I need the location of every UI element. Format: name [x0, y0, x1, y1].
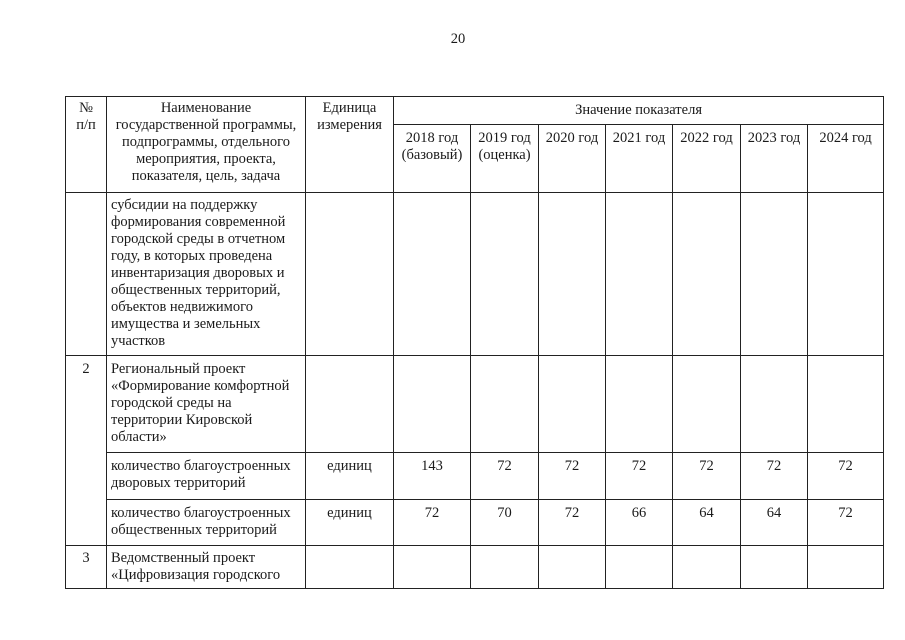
- value-cell: [471, 546, 539, 589]
- value-cell-2019: 72: [471, 453, 539, 500]
- header-row: [66, 97, 884, 125]
- table-row: [66, 356, 884, 453]
- row-num-cell: 3: [66, 546, 107, 589]
- year-label: 2022 год: [680, 130, 733, 146]
- value-cell: [394, 356, 471, 453]
- year-note: (базовый): [401, 147, 463, 163]
- name-line: «Формирование комфортной: [111, 378, 290, 394]
- value-cell-2021: 72: [606, 453, 673, 500]
- year-label: 2024 год: [819, 130, 872, 146]
- year-label: 2023 год: [747, 130, 801, 146]
- value-cell-2022: 72: [673, 453, 741, 500]
- header-year-2023: [741, 125, 808, 193]
- value-cell: [539, 193, 606, 356]
- header-unit-cell: [306, 97, 394, 193]
- value-cell: [606, 193, 673, 356]
- indicator-table: [65, 96, 884, 589]
- value-cell-2021: 66: [606, 500, 673, 546]
- table-row: [66, 500, 884, 546]
- header-name-line: подпрограммы, отдельного: [122, 134, 290, 150]
- row-unit-cell: [306, 193, 394, 356]
- value-cell-2019: 70: [471, 500, 539, 546]
- value-cell: [394, 193, 471, 356]
- header-year-2022: [673, 125, 741, 193]
- name-line: инвентаризация дворовых и: [111, 265, 285, 281]
- header-unit-line: измерения: [317, 117, 382, 133]
- header-year-2018: [394, 125, 471, 193]
- year-label: 2019 год: [478, 130, 531, 146]
- year-label: 2018 год: [405, 130, 459, 146]
- value-cell: [808, 546, 884, 589]
- value-cell: [539, 356, 606, 453]
- value-cell: [471, 193, 539, 356]
- row-name-cell: [107, 193, 306, 356]
- year-note: (оценка): [478, 147, 531, 163]
- table-row: [66, 546, 884, 589]
- row-unit-cell: единиц: [306, 453, 394, 500]
- row-name-cell: [107, 356, 306, 453]
- header-year-2021: [606, 125, 673, 193]
- value-cell: [741, 193, 808, 356]
- value-cell-2024: 72: [808, 453, 884, 500]
- name-line: количество благоустроенных: [111, 505, 291, 521]
- name-line: городской среды на: [111, 395, 232, 411]
- name-line: имущества и земельных: [111, 316, 261, 332]
- header-name-line: показателя, цель, задача: [131, 168, 281, 184]
- header-name-line: мероприятия, проекта,: [136, 151, 276, 167]
- value-cell: [741, 546, 808, 589]
- row-name-cell: [107, 546, 306, 589]
- value-cell-2018: 72: [394, 500, 471, 546]
- row-unit-cell: [306, 356, 394, 453]
- table-row: [66, 193, 884, 356]
- table-row: [66, 453, 884, 500]
- header-name-line: государственной программы,: [115, 117, 297, 133]
- value-cell: [808, 193, 884, 356]
- header-unit-line: Единица: [322, 100, 377, 116]
- row-num-cell: [66, 193, 107, 356]
- name-line: участков: [111, 333, 166, 349]
- name-line: дворовых территорий: [111, 475, 246, 491]
- value-cell: [606, 356, 673, 453]
- name-line: году, в которых проведена: [111, 248, 273, 264]
- name-line: Ведомственный проект: [111, 550, 256, 566]
- row-unit-cell: [306, 546, 394, 589]
- year-label: 2021 год: [612, 130, 666, 146]
- name-line: субсидии на поддержку: [111, 197, 258, 213]
- value-cell-2018: 143: [394, 453, 471, 500]
- name-line: области»: [111, 429, 167, 445]
- name-line: «Цифровизация городского: [111, 567, 281, 583]
- name-line: общественных территорий: [111, 522, 277, 538]
- value-cell-2020: 72: [539, 453, 606, 500]
- row-unit-cell: единиц: [306, 500, 394, 546]
- value-cell-2020: 72: [539, 500, 606, 546]
- header-num-line: п/п: [76, 117, 96, 133]
- value-cell: [673, 193, 741, 356]
- header-value-group: Значение показателя: [394, 97, 884, 125]
- value-cell: [673, 546, 741, 589]
- header-name-line: Наименование: [160, 100, 252, 116]
- row-name-cell: [107, 453, 306, 500]
- name-line: формирования современной: [111, 214, 286, 230]
- header-num-cell: [66, 97, 107, 193]
- name-line: количество благоустроенных: [111, 458, 291, 474]
- header-year-2024: [808, 125, 884, 193]
- name-line: территории Кировской: [111, 412, 253, 428]
- value-cell: [673, 356, 741, 453]
- value-cell: [539, 546, 606, 589]
- name-line: общественных территорий,: [111, 282, 281, 298]
- value-cell-2024: 72: [808, 500, 884, 546]
- header-year-2020: [539, 125, 606, 193]
- page-number: 20: [450, 31, 466, 47]
- value-cell-2022: 64: [673, 500, 741, 546]
- value-cell: [606, 546, 673, 589]
- value-cell: [808, 356, 884, 453]
- value-cell: [394, 546, 471, 589]
- value-cell: [741, 356, 808, 453]
- name-line: объектов недвижимого: [111, 299, 253, 315]
- header-name-cell: [107, 97, 306, 193]
- value-cell-2023: 64: [741, 500, 808, 546]
- header-num-line: №: [79, 100, 93, 116]
- row-name-cell: [107, 500, 306, 546]
- name-line: Региональный проект: [111, 361, 246, 377]
- row-num-cell: 2: [66, 356, 107, 546]
- year-label: 2020 год: [545, 130, 599, 146]
- value-cell-2023: 72: [741, 453, 808, 500]
- value-cell: [471, 356, 539, 453]
- header-year-2019: [471, 125, 539, 193]
- name-line: городской среды в отчетном: [111, 231, 286, 247]
